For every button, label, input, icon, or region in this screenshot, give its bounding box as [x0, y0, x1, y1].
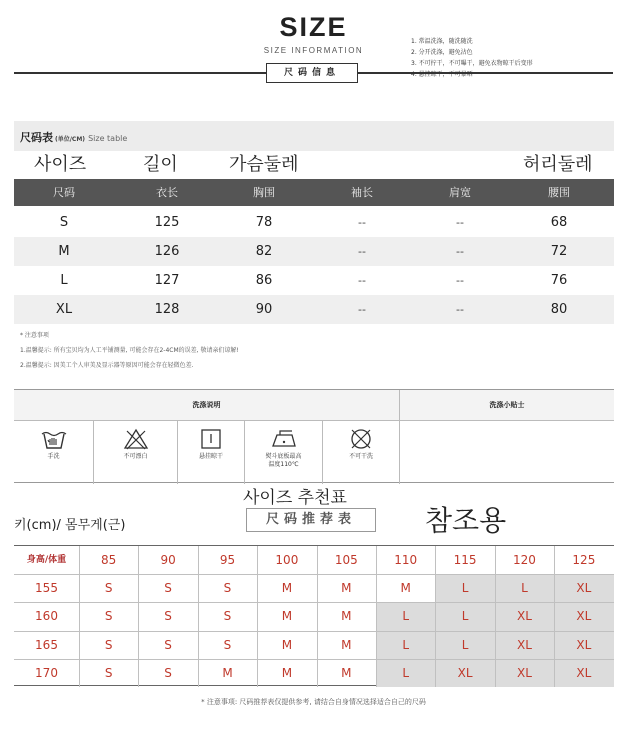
col-header-size: 尺码 [53, 186, 75, 199]
no-dry-clean-icon [348, 428, 374, 450]
cell-chest: 82 [255, 244, 273, 259]
cell-chest: 78 [255, 215, 273, 230]
washing-tips-heading: 洗涤小贴士 [400, 390, 614, 420]
size-cell: S [223, 637, 232, 652]
wash-item-iron [245, 421, 322, 484]
corner-label: 身高/体重 [26, 555, 67, 565]
size-cell: S [223, 581, 232, 596]
cell-waist: 80 [550, 302, 568, 317]
weight-header-cell: 100 [275, 553, 299, 567]
col-header-waist: 腰围 [548, 186, 570, 199]
size-cell: M [400, 581, 411, 596]
size-cell: XL [457, 665, 473, 680]
washing-tip: 4. 悬挂晾干，不可暴晒 [411, 71, 473, 78]
table-row [14, 295, 614, 324]
cell-sleeve: -- [358, 245, 366, 258]
height-weight-label: 키(cm)/ 몸무게(근) [14, 518, 126, 533]
weight-header-cell: 95 [219, 553, 236, 567]
cell-length: 125 [154, 215, 180, 230]
kr-label-length: 길이 [143, 154, 178, 175]
size-cell: M [341, 665, 352, 680]
size-table-unit: (单位/CM) [55, 136, 86, 143]
weight-header-cell: 120 [513, 553, 536, 567]
size-cell: S [104, 609, 113, 624]
size-table-heading-en: Size table [88, 134, 128, 143]
wash-label: 温度110℃ [268, 461, 299, 468]
size-cell: S [164, 581, 172, 596]
size-cell: L [521, 581, 528, 596]
size-table-heading: 尺码表 [20, 131, 53, 144]
recommend-title-kr: 사이즈 추천표 [243, 488, 347, 508]
height-cell: 165 [35, 637, 58, 652]
wash-item-hang [178, 421, 244, 484]
recommend-title-cn: 尺码推荐表 [246, 508, 376, 532]
cell-length: 128 [154, 302, 180, 317]
washing-heading: 洗涤说明 [14, 390, 399, 420]
size-cell: XL [517, 609, 532, 624]
cell-size: L [60, 273, 68, 288]
header-rule-left [14, 72, 266, 74]
wash-item-hand [14, 421, 93, 484]
size-cell: XL [576, 665, 592, 680]
size-cell: S [164, 609, 172, 624]
washing-panel [14, 389, 614, 483]
wash-label: 悬挂晾干 [198, 453, 223, 460]
size-cell: XL [576, 609, 592, 624]
weight-header-cell: 90 [160, 553, 176, 567]
cell-size: S [59, 215, 69, 230]
table-row [14, 237, 614, 266]
weight-header-cell: 85 [101, 553, 117, 567]
cell-waist: 68 [550, 215, 568, 230]
no-bleach-icon [123, 428, 149, 450]
size-info-label: 尺码信息 [266, 63, 358, 83]
size-table-header [14, 179, 614, 206]
size-cell: S [223, 609, 232, 624]
washing-tip: 2. 分开洗涤，避免沾色 [411, 49, 473, 56]
washing-tip: 1. 常温洗涤，随洗随洗 [411, 38, 473, 45]
size-cell: M [281, 581, 293, 596]
size-cell: L [461, 581, 469, 596]
size-cell: L [461, 637, 469, 652]
cell-size: M [58, 244, 70, 259]
size-cell: S [104, 665, 113, 680]
wash-item-bleach [94, 421, 177, 484]
wash-label: 不可干洗 [348, 453, 373, 460]
table-row [14, 208, 614, 237]
weight-header-cell: 115 [453, 553, 477, 567]
weight-header-cell: 105 [334, 553, 358, 567]
size-cell: M [222, 665, 233, 680]
hand-wash-icon [41, 428, 67, 450]
hang-dry-icon [198, 428, 224, 450]
washing-divider [399, 390, 400, 484]
size-recommend-table [14, 545, 614, 686]
size-cell: S [104, 637, 113, 652]
note-heading: * 注意事项 [20, 332, 49, 339]
cell-shoulder: -- [456, 303, 464, 316]
size-cell: M [281, 665, 293, 680]
size-cell: M [281, 637, 293, 652]
weight-header-cell: 125 [572, 553, 596, 567]
kr-label-waist: 허리둘레 [523, 154, 593, 175]
col-header-chest: 胸围 [253, 186, 275, 199]
col-header-shoulder: 肩宽 [449, 186, 471, 199]
size-cell: L [402, 665, 410, 680]
wash-item-dryclean [323, 421, 399, 484]
cell-sleeve: -- [358, 216, 366, 229]
size-cell: M [341, 637, 352, 652]
washing-tips [411, 36, 533, 80]
wash-label: 不可漂白 [123, 453, 148, 460]
size-cell: S [164, 637, 172, 652]
size-cell: XL [576, 581, 592, 596]
height-cell: 160 [35, 609, 58, 624]
weight-header-cell: 110 [394, 553, 418, 567]
iron-icon [270, 428, 298, 450]
col-header-length: 衣长 [156, 186, 178, 199]
cell-shoulder: -- [456, 245, 464, 258]
note-line: 1.温馨提示: 所有宝贝均为人工平铺测量, 可能会存在2-4CM的误差, 敬请亲们谅解! [20, 347, 239, 354]
size-cell: M [281, 609, 293, 624]
size-cell: XL [576, 637, 592, 652]
size-cell: S [104, 581, 113, 596]
size-cell: L [402, 609, 410, 624]
kr-label-size: 사이즈 [34, 154, 87, 175]
size-cell: M [341, 581, 352, 596]
cell-waist: 76 [550, 273, 568, 288]
cell-waist: 72 [550, 244, 568, 259]
size-cell: S [164, 665, 172, 680]
page-title: SIZE [279, 12, 348, 42]
size-cell: L [402, 637, 410, 652]
reference-label: 참조용 [425, 504, 507, 537]
cell-length: 127 [154, 273, 180, 288]
size-cell: XL [517, 637, 532, 652]
size-table-heading-bar [14, 121, 614, 151]
height-cell: 170 [35, 665, 58, 680]
cell-shoulder: -- [456, 274, 464, 287]
cell-chest: 86 [255, 273, 273, 288]
col-header-sleeve: 袖长 [351, 186, 373, 199]
recommend-footer-note: * 注意事项: 尺码推荐表仅提供参考, 请结合自身情况选择适合自己的尺码 [201, 698, 426, 706]
note-line: 2.温馨提示: 因美工个人审美及显示器等原因可能会存在轻微色差. [20, 362, 194, 369]
cell-size: XL [55, 302, 73, 317]
height-cell: 155 [35, 581, 58, 596]
kr-label-chest: 가슴둘레 [229, 154, 299, 175]
cell-length: 126 [154, 244, 180, 259]
cell-sleeve: -- [358, 303, 366, 316]
cell-sleeve: -- [358, 274, 366, 287]
cell-shoulder: -- [456, 216, 464, 229]
size-cell: M [341, 609, 352, 624]
wash-label: 熨斗底板最高 [265, 453, 302, 460]
size-cell: L [461, 609, 469, 624]
table-row [14, 266, 614, 295]
page-subtitle: SIZE INFORMATION [263, 46, 364, 55]
cell-chest: 90 [255, 302, 273, 317]
size-cell: XL [517, 665, 532, 680]
wash-label: 手洗 [47, 453, 60, 460]
washing-tip: 3. 不可拧干，不可曝干，避免衣物晾干后变形 [411, 60, 533, 67]
